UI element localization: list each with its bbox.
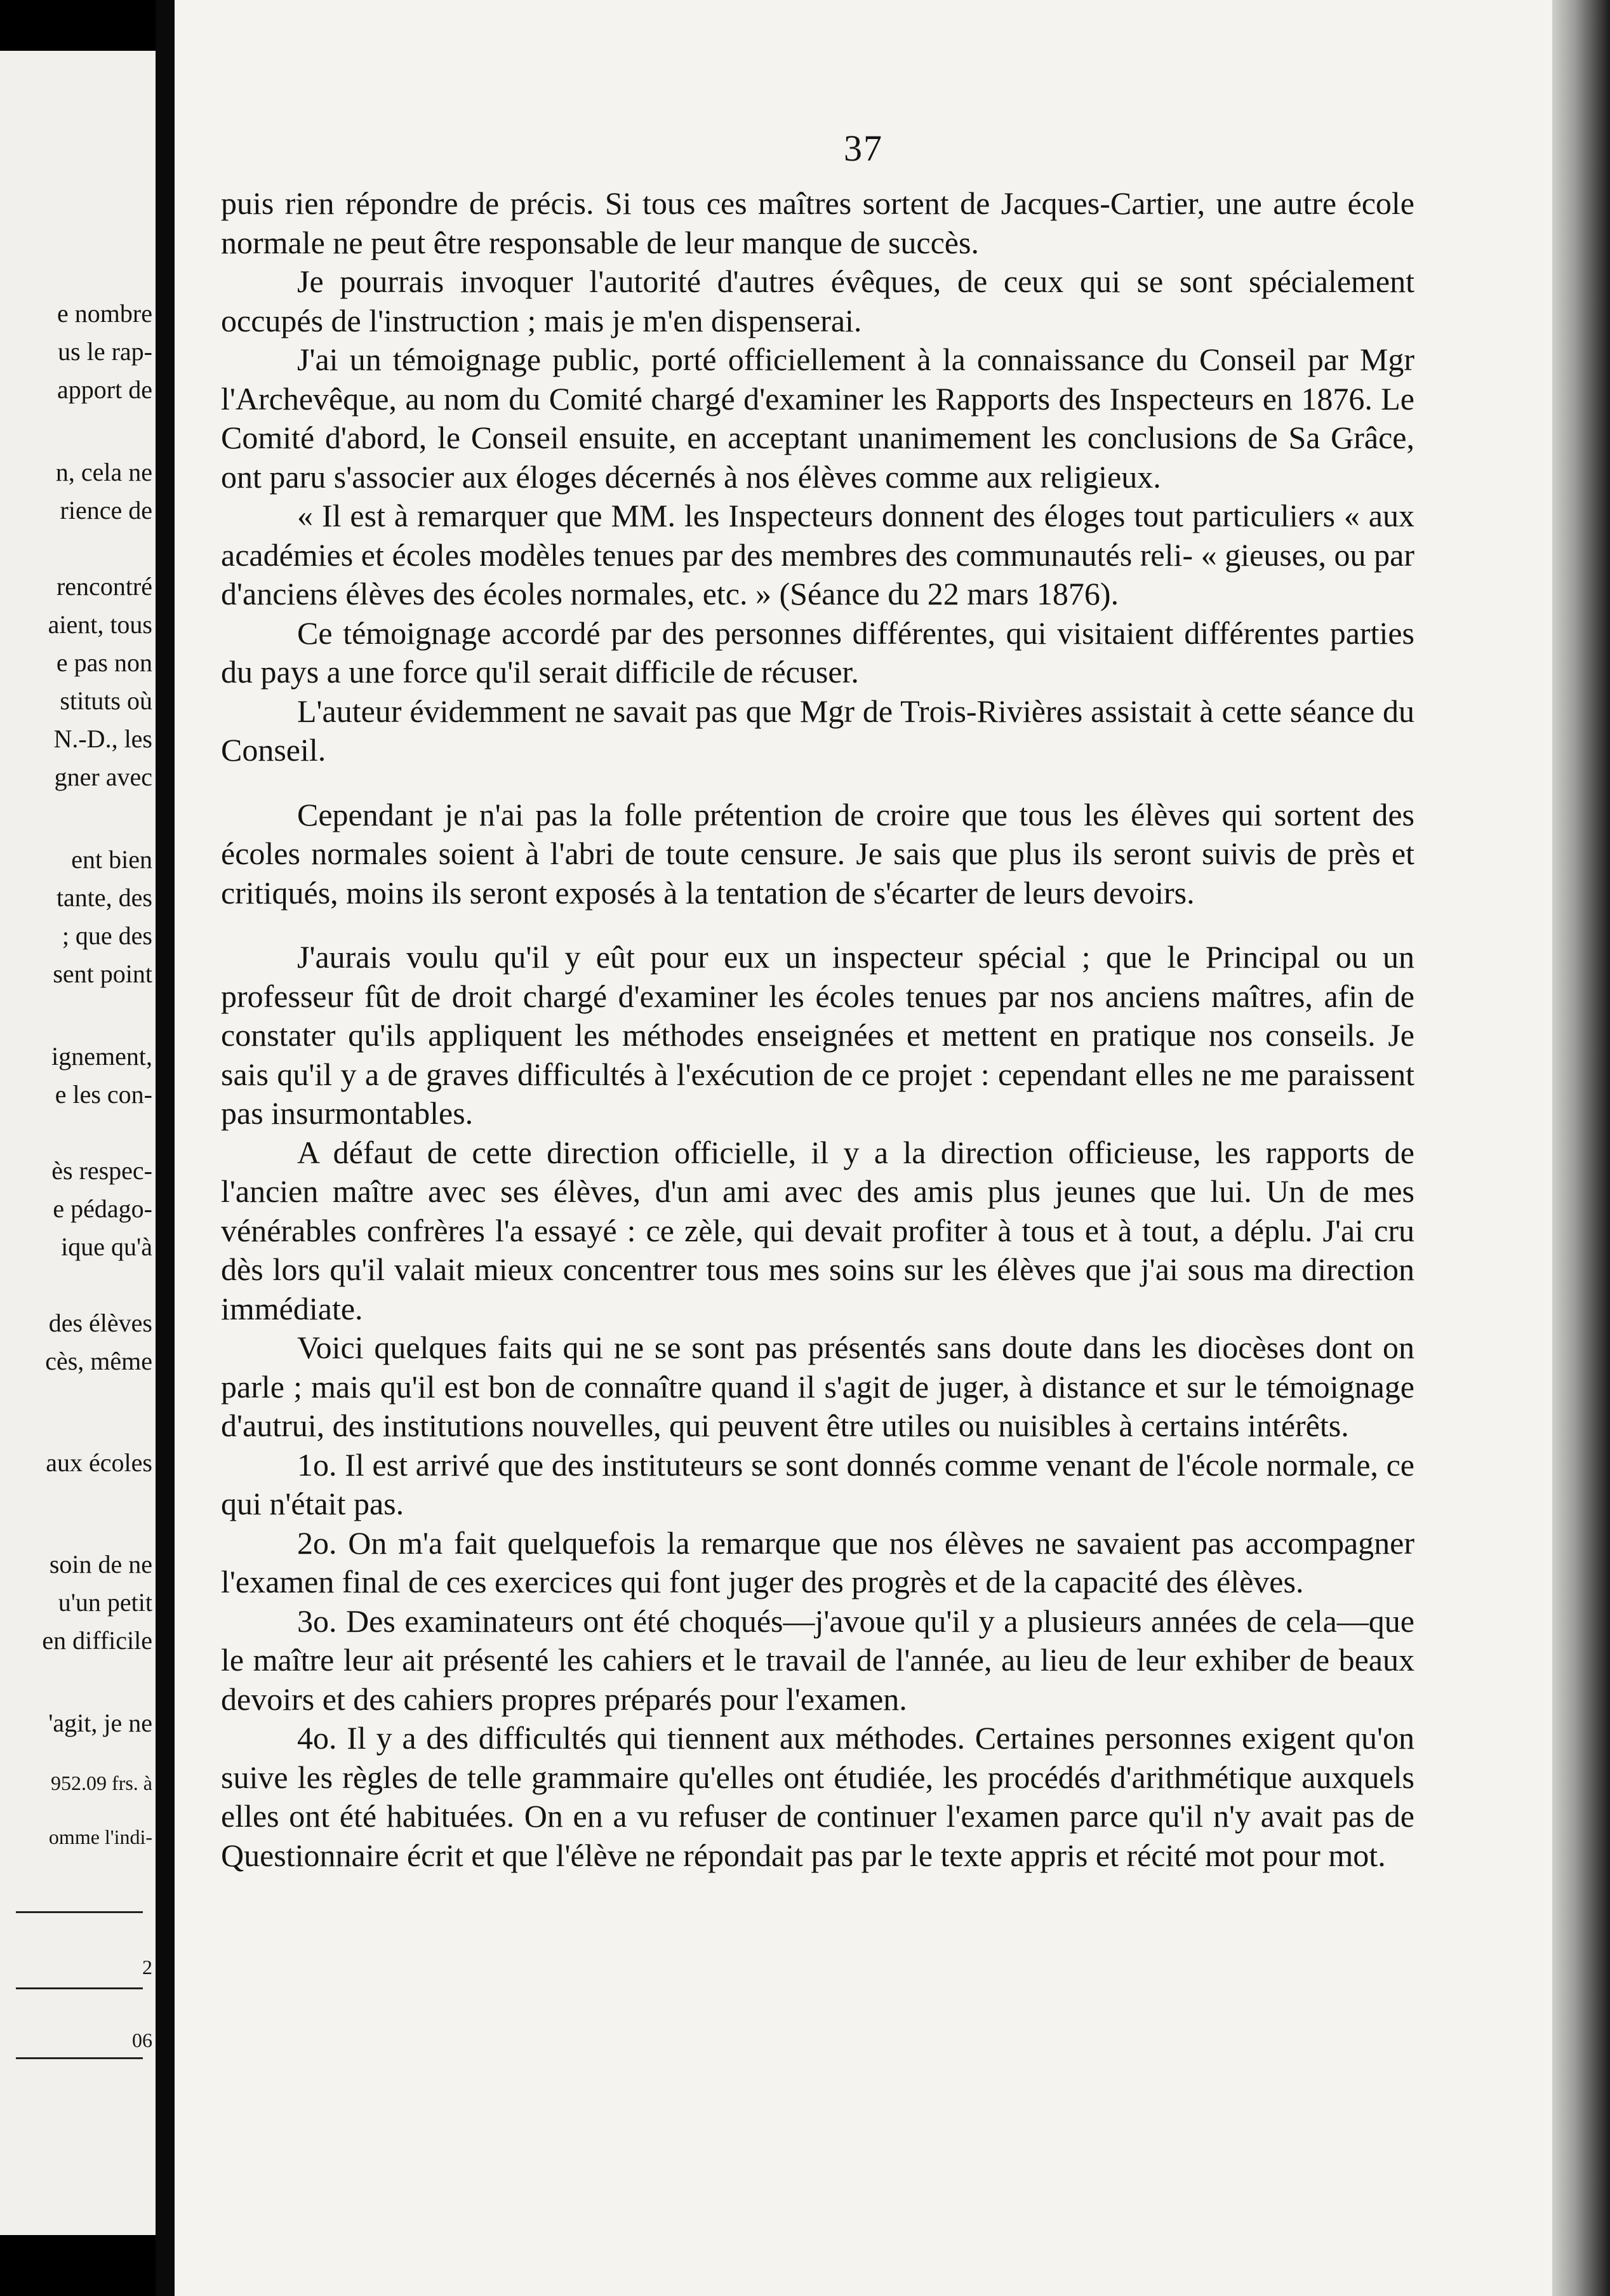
paragraph: 3o. Des examinateurs ont été choqués—j'avoue qu'il y a plusieurs années de cela—que le maître leur ait présenté les cahiers et le travail de l'année, au lieu de leur exhiber de beaux devoirs et des cahiers propres préparés pour l'examen. (221, 1603, 1414, 1717)
paragraph: J'aurais voulu qu'il y eût pour eux un inspecteur spécial ; que le Principal ou un professeur fût de droit chargé d'examiner les écoles tenues par nos anciens maîtres, afin de constater qu'ils appliquent les méthodes enseignées et mettent en pratique nos conseils. Je sais qu'il y a de graves difficultés à l'exécution de ce projet : cependant elles ne me paraissent pas insurmontables. (221, 939, 1414, 1131)
paragraph: Je pourrais invoquer l'autorité d'autres évêques, de ceux qui se sont spécialement occupés de l'instruction ; mais je m'en dispenserai. (221, 264, 1414, 338)
main-page (175, 0, 1552, 2296)
left-page-fragment: e nombre (57, 299, 152, 328)
left-page-fragment: soin de ne (49, 1550, 152, 1578)
paragraph: L'auteur évidemment ne savait pas que Mgr de Trois-Rivières assistait à cette séance du Conseil. (221, 693, 1414, 768)
left-page-fragment: ent bien (71, 845, 152, 874)
left-page-fragment: e pas non (56, 648, 152, 677)
left-page-fragment: stituts où (60, 686, 152, 715)
left-page-fragment: u'un petit (58, 1588, 152, 1617)
left-page-fragment: aux écoles (46, 1448, 152, 1477)
left-page-fragment: omme l'indi- (48, 1825, 152, 1848)
left-page-fragment: cès, même (45, 1347, 152, 1375)
paragraph: « Il est à remarquer que MM. les Inspecteurs donnent des éloges tout particuliers « aux académies et écoles modèles tenues par des membres des communautés reli- « gieuses, ou par d'anciens élèves des écoles normales, etc. » (Séance du 22 mars 1876). (221, 498, 1414, 611)
paragraph: puis rien répondre de précis. Si tous ces maîtres sortent de Jacques-Cartier, une autre école normale ne peut être responsable de leur manque de succès. (221, 185, 1414, 260)
body-text (221, 184, 1414, 1875)
left-page-fragment: gner avec (54, 763, 152, 791)
paragraph: Voici quelques faits qui ne se sont pas présentés sans doute dans les diocèses dont on parle ; mais qu'il est bon de connaître quand il s'agit de juger, à distance et sur le témoignage d'autrui, des institutions nouvelles, qui peuvent être utiles ou nuisibles à certains intérêts. (221, 1330, 1414, 1443)
left-page-fragment: aient, tous (48, 610, 152, 639)
book-gutter (156, 0, 175, 2296)
paragraph: A défaut de cette direction officielle, il y a la direction officieuse, les rapports de l'ancien maître avec ses élèves, d'un ami avec des amis plus jeunes que lui. Un de mes vénérables confrères l'a essayé : ce zèle, qui devait profiter à tous et à tout, a déplu. J'ai cru dès lors qu'il valait mieux concentrer tous mes soins sur les élèves que j'ai sous ma direction immédiate. (221, 1134, 1414, 1326)
left-page-fragment: en difficile (42, 1626, 152, 1655)
left-page-fragment: ique qu'à (61, 1232, 152, 1261)
left-page-fragment: 2 (142, 1956, 152, 1979)
left-page-fragment: N.-D., les (53, 724, 152, 753)
left-page-rule (16, 2057, 143, 2059)
paragraph: Cependant je n'ai pas la folle prétention de croire que tous les élèves qui sortent des écoles normales soient à l'abri de toute censure. Je sais que plus ils seront suivis de près et critiqués, moins ils seront exposés à la tentation de s'écarter de leurs devoirs. (221, 796, 1414, 911)
left-page-fragment: tante, des (56, 883, 152, 912)
left-facing-page (0, 51, 156, 2235)
left-page-fragment: rencontré (56, 572, 152, 601)
left-page-fragment: e pédago- (53, 1194, 152, 1223)
paragraph: 4o. Il y a des difficultés qui tiennent aux méthodes. Certaines personnes exigent qu'on suive les règles de telle grammaire qu'elles ont étudiée, les procédés d'arithmétique auxquels elles ont été habituées. On en a vu refuser de continuer l'examen parce qu'il n'y avait pas de Questionnaire écrit et que l'élève ne répondait pas par le texte appris et récité mot pour mot. (221, 1720, 1414, 1873)
left-page-fragment: rience de (60, 496, 152, 524)
left-page-fragment: apport de (57, 375, 152, 404)
left-page-fragment: e les con- (55, 1080, 152, 1109)
page-number: 37 (844, 128, 883, 169)
left-page-fragment: sent point (53, 959, 152, 988)
paragraph: 2o. On m'a fait quelquefois la remarque que nos élèves ne savaient pas accompagner l'examen final de ces exercices qui font juger des progrès et de la capacité des élèves. (221, 1525, 1414, 1599)
left-page-rule (16, 1987, 143, 1989)
left-page-rule (16, 1911, 143, 1913)
left-page-fragment: ; que des (62, 921, 152, 950)
paragraph: Ce témoignage accordé par des personnes différentes, qui visitaient différentes parties du pays a une force qu'il serait difficile de récuser. (221, 615, 1414, 690)
left-page-fragment: des élèves (48, 1309, 152, 1337)
paragraph: J'ai un témoignage public, porté officiellement à la connaissance du Conseil par Mgr l'Archevêque, au nom du Comité chargé d'examiner les Rapports des Inspecteurs en 1876. Le Comité d'abord, le Conseil ensuite, en acceptant unanimement les conclusions de Sa Grâce, ont paru s'associer aux éloges décernés à nos élèves comme aux religieux. (221, 342, 1414, 495)
left-page-fragment: 'agit, je ne (48, 1709, 152, 1737)
paragraph: 1o. Il est arrivé que des instituteurs se sont donnés comme venant de l'école normale, ce qui n'était pas. (221, 1446, 1414, 1521)
left-page-fragment: n, cela ne (55, 458, 152, 486)
left-page-fragment: ignement, (51, 1042, 152, 1071)
left-page-fragment: 952.09 frs. à (51, 1772, 152, 1794)
left-page-fragment: us le rap- (58, 337, 152, 366)
page-edge (1552, 0, 1610, 2296)
left-page-fragment: ès respec- (51, 1156, 152, 1185)
left-page-fragment: 06 (132, 2029, 152, 2052)
